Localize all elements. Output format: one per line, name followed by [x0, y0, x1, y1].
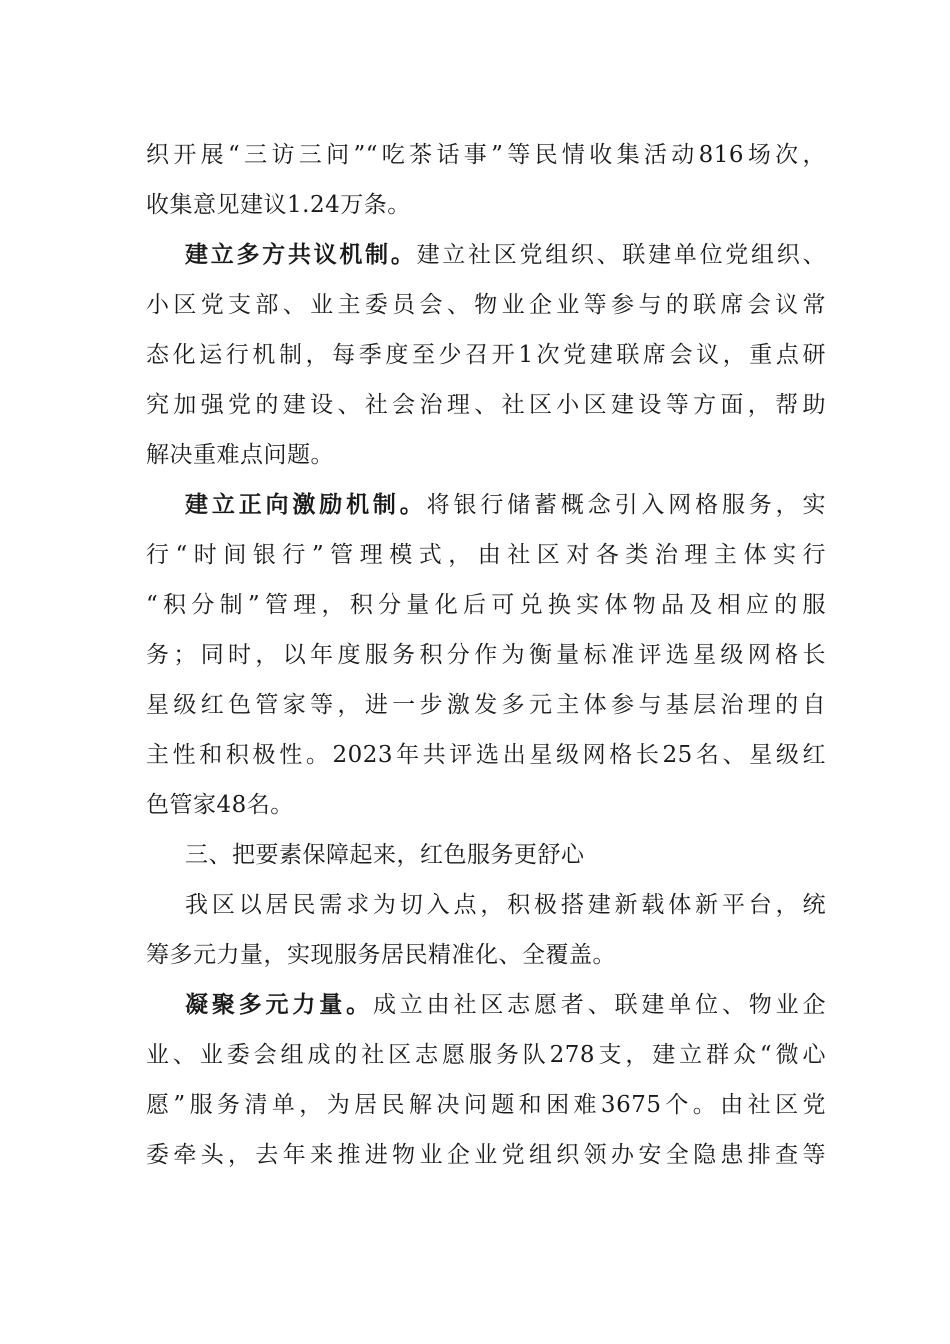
line-text: 建立社区党组织、联建单位党组织、 [416, 242, 826, 268]
text-line [146, 430, 826, 480]
text-line [146, 530, 826, 580]
line-text: 委牵头，去年来推进物业企业党组织领办安全隐患排查等 [146, 1142, 826, 1168]
line-text: 成立由社区志愿者、联建单位、物业企 [372, 992, 826, 1018]
line-text: 色管家48名。 [146, 792, 294, 818]
text-line [146, 930, 826, 980]
text-line [146, 380, 826, 430]
text-line [146, 130, 826, 180]
line-text: 我区以居民需求为切入点，积极搭建新载体新平台，统 [185, 892, 826, 918]
text-line [146, 580, 826, 630]
line-text: 小区党支部、业主委员会、物业企业等参与的联席会议常 [146, 292, 826, 318]
bold-lead: 建立正向激励机制。 [185, 491, 427, 518]
text-line [146, 730, 826, 780]
line-text: 解决重难点问题。 [146, 442, 334, 468]
line-text: 将银行储蓄概念引入网格服务，实 [426, 492, 826, 518]
bold-lead: 凝聚多元力量。 [185, 991, 373, 1018]
paragraph-start-line [185, 980, 826, 1030]
text-line [146, 1030, 826, 1080]
line-text: 主性和积极性。2023年共评选出星级网格长25名、星级红 [146, 742, 826, 768]
text-line [146, 180, 826, 230]
line-text: “积分制”管理，积分量化后可兑换实体物品及相应的服 [146, 592, 826, 618]
section-heading-text: 三、把要素保障起来，红色服务更舒心 [185, 842, 585, 868]
line-text: 业、业委会组成的社区志愿服务队278支，建立群众“微心 [146, 1042, 826, 1068]
line-text: 筹多元力量，实现服务居民精准化、全覆盖。 [146, 942, 616, 968]
line-text: 愿”服务清单，为居民解决问题和困难3675个。由社区党 [146, 1092, 826, 1118]
line-text: 务；同时，以年度服务积分作为衡量标准评选星级网格长 [146, 642, 826, 668]
text-line [146, 680, 826, 730]
text-line [146, 330, 826, 380]
line-text: 究加强党的建设、社会治理、社区小区建设等方面，帮助 [146, 392, 826, 418]
line-text: 织开展“三访三问”“吃茶话事”等民情收集活动816场次， [146, 142, 826, 168]
paragraph-start-line [185, 230, 826, 280]
bold-lead: 建立多方共议机制。 [185, 241, 417, 268]
line-text: 行“时间银行”管理模式，由社区对各类治理主体实行 [146, 542, 826, 568]
text-line [146, 630, 826, 680]
text-line [146, 1080, 826, 1130]
section-heading [185, 830, 826, 880]
line-text: 态化运行机制，每季度至少召开1次党建联席会议，重点研 [146, 342, 826, 368]
paragraph-start-line [185, 480, 826, 530]
line-text: 星级红色管家等，进一步激发多元主体参与基层治理的自 [146, 692, 826, 718]
text-line [146, 780, 826, 830]
text-line [146, 1130, 826, 1180]
paragraph-start-line [185, 880, 826, 930]
text-line [146, 280, 826, 330]
line-text: 收集意见建议1.24万条。 [146, 192, 411, 218]
